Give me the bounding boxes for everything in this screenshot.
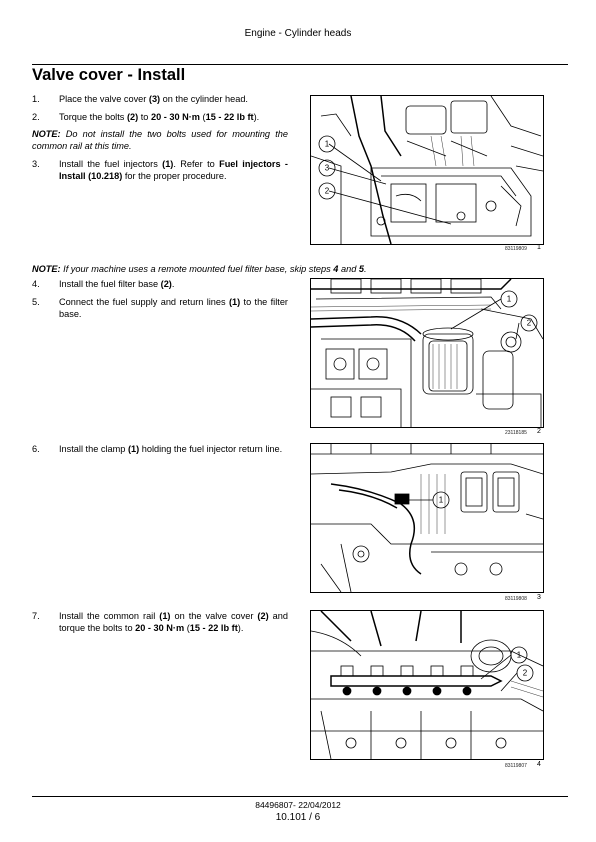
note-1: [32, 128, 288, 153]
step-3: [32, 158, 288, 183]
callout-ref: (1): [159, 611, 171, 621]
note-2: [32, 263, 552, 275]
torque-value: 20 - 30 N·m: [150, 112, 200, 122]
step-7: [32, 610, 288, 635]
step-number: 7.: [32, 611, 40, 621]
text-run: (: [199, 112, 206, 122]
note-text: If your machine uses a remote mounted fuel filter base, skip steps: [60, 264, 334, 274]
cross-reference: Fuel injectors - Install (10.218): [59, 159, 288, 182]
text-run: to the filter base.: [59, 297, 288, 320]
running-header: Engine - Cylinder heads: [244, 28, 352, 39]
figure-number: 2: [537, 428, 541, 435]
callout-ref: (1): [127, 444, 140, 454]
step-text: [59, 443, 288, 455]
step-text: [59, 610, 288, 635]
step-5: [32, 296, 288, 321]
callout-2: [319, 183, 335, 199]
figure-number: 4: [537, 761, 541, 768]
svg-text:1: 1: [438, 495, 444, 505]
torque-value-imperial: 15 - 22 lb ft: [189, 623, 238, 634]
step-ref: 5: [358, 264, 364, 274]
callout-ref: (1): [162, 159, 174, 169]
footer-page-number: 10.101 / 6: [275, 812, 321, 823]
step-number: 2.: [32, 112, 40, 122]
step-text: [59, 93, 288, 105]
step-1: [32, 93, 288, 105]
figure-id: 83119807: [505, 763, 527, 769]
callout-ref: (2): [257, 611, 269, 621]
figure-id: 83119809: [505, 246, 527, 252]
note-text: .: [363, 264, 367, 274]
fuel-filter-base-illustration: [311, 279, 543, 427]
step-number: 4.: [32, 279, 40, 289]
step-text: [59, 111, 288, 123]
text-run: Install the common rail: [59, 611, 160, 621]
svg-text:2: 2: [522, 668, 528, 678]
text-run: Install the fuel injectors: [59, 159, 163, 169]
callout-2: [517, 665, 533, 681]
svg-text:2: 2: [526, 318, 532, 328]
text-run: holding the fuel injector return line.: [139, 444, 283, 454]
header-rule: [32, 64, 568, 65]
figure-id: 83119808: [505, 596, 527, 602]
torque-value: 20 - 30 N·m: [135, 623, 185, 634]
engine-valve-cover-illustration: [311, 96, 543, 244]
text-run: Connect the fuel supply and return lines: [59, 297, 229, 307]
note-text: and: [338, 264, 359, 274]
note-label: NOTE:: [32, 129, 61, 139]
callout-3: [319, 160, 335, 176]
step-4: [32, 278, 288, 290]
text-run: Torque the bolts: [59, 112, 127, 122]
text-run: Place the valve cover: [59, 94, 149, 104]
svg-text:2: 2: [324, 186, 330, 196]
text-run: on the cylinder head.: [160, 94, 248, 104]
step-text: [59, 296, 288, 321]
step-2: [32, 111, 288, 123]
step-6: [32, 443, 288, 455]
text-run: . Refer to: [173, 159, 220, 169]
svg-text:3: 3: [324, 163, 330, 173]
text-run: ).: [237, 623, 244, 634]
text-run: Install the clamp: [59, 444, 128, 454]
callout-ref: (2): [126, 112, 139, 122]
step-number: 1.: [32, 94, 40, 104]
text-run: ).: [253, 112, 260, 122]
note-text: Do not install the two bolts used for mounting the common rail at this time.: [32, 129, 288, 152]
callout-ref: (1): [228, 297, 241, 307]
torque-value-imperial: 15 - 22 lb ft: [205, 112, 254, 122]
footer-document-id: 84496807- 22/04/2012: [255, 800, 341, 810]
callout-1: [501, 291, 517, 307]
common-rail-illustration: [311, 611, 543, 759]
section-title: Valve cover - Install: [32, 66, 186, 84]
step-ref: 4: [333, 264, 339, 274]
callout-1: [433, 492, 449, 508]
callout-1: [511, 647, 527, 663]
injector-return-clamp-illustration: [311, 444, 543, 592]
figure-1-image: [310, 95, 544, 245]
figure-number: 1: [537, 244, 541, 251]
callout-1: [319, 136, 335, 152]
svg-text:1: 1: [506, 294, 512, 304]
step-text: [59, 158, 288, 183]
figure-2-image: [310, 278, 544, 428]
step-number: 3.: [32, 159, 40, 169]
callout-ref: (3): [148, 94, 161, 104]
figure-number: 3: [537, 594, 541, 601]
figure-id: 23118185: [505, 430, 527, 436]
note-label: NOTE:: [32, 264, 61, 274]
svg-text:1: 1: [516, 650, 522, 660]
text-run: (: [184, 623, 190, 634]
text-run: on the valve cover: [170, 611, 258, 621]
text-run: to: [138, 112, 151, 122]
callout-2: [521, 315, 537, 331]
footer-rule: [32, 796, 568, 797]
step-number: 6.: [32, 444, 40, 454]
text-run: .: [171, 279, 175, 289]
step-number: 5.: [32, 297, 40, 307]
figure-4-image: [310, 610, 544, 760]
step-text: [59, 278, 288, 290]
callout-ref: (2): [160, 279, 172, 289]
text-run: for the proper procedure.: [122, 171, 227, 182]
figure-3-image: [310, 443, 544, 593]
text-run: and torque the bolts to: [59, 611, 288, 634]
svg-text:1: 1: [324, 139, 330, 149]
text-run: Install the fuel filter base: [59, 279, 161, 289]
